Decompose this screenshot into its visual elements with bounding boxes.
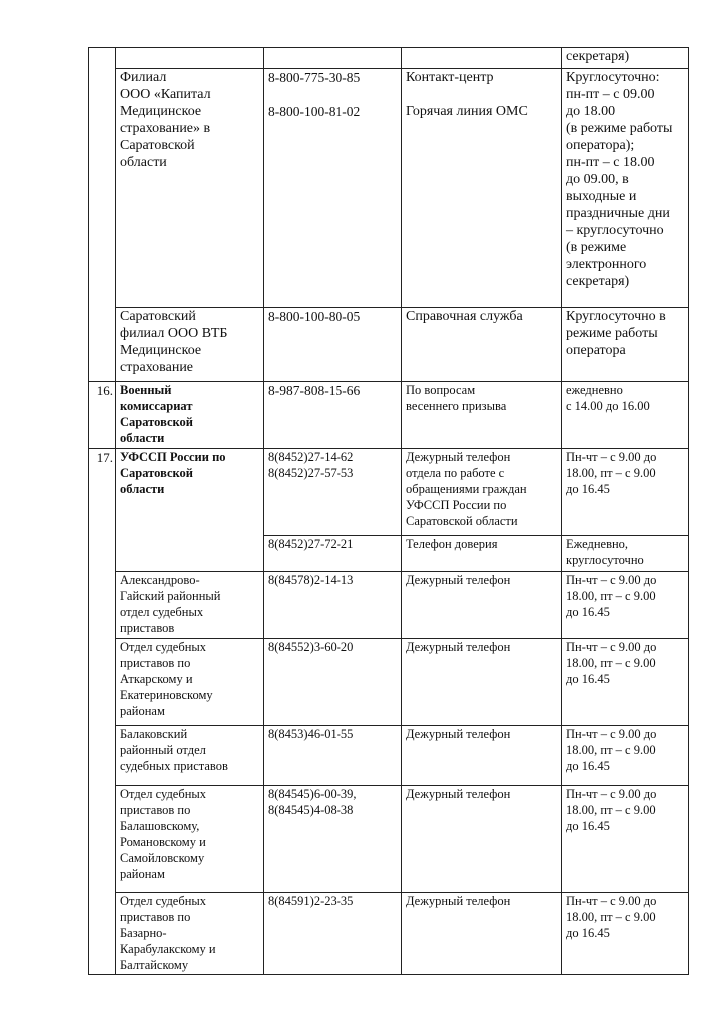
- service-cell: Дежурный телефон: [402, 639, 562, 726]
- hours-cell: Пн-чт – с 9.00 до 18.00, пт – с 9.00 до 16.45: [562, 639, 689, 726]
- service-cell: Дежурный телефон: [402, 572, 562, 639]
- hours-cell: Пн-чт – с 9.00 до 18.00, пт – с 9.00 до 16.45: [562, 572, 689, 639]
- phone-cell: [264, 69, 402, 308]
- service-cell: Справочная служба: [402, 308, 562, 382]
- service-cell: По вопросам весеннего призыва: [402, 382, 562, 449]
- phone-cell: 8(8453)46-01-55: [264, 726, 402, 786]
- table-row: [89, 308, 689, 382]
- row-number-cell: 16.: [89, 382, 116, 449]
- hours-cell: Ежедневно, круглосуточно: [562, 536, 689, 572]
- service-label: Контакт-центр: [406, 70, 494, 85]
- phone-cell: 8(8452)27-14-62 8(8452)27-57-53: [264, 449, 402, 536]
- hours-cell: ежедневно с 14.00 до 16.00: [562, 382, 689, 449]
- service-cell: Дежурный телефон: [402, 726, 562, 786]
- org-name-cell: Отдел судебных приставов по Базарно- Карабулакскому и Балтайскому: [116, 893, 264, 975]
- phone-number: 8-800-775-30-85: [268, 70, 361, 85]
- hours-cell: секретаря): [562, 48, 689, 69]
- org-name-cell: Отдел судебных приставов по Аткарскому и Екатериновскому районам: [116, 639, 264, 726]
- phone-cell: 8(84591)2-23-35: [264, 893, 402, 975]
- row-number-cell: [89, 48, 116, 382]
- service-cell: Дежурный телефон: [402, 893, 562, 975]
- service-cell: Дежурный телефон: [402, 786, 562, 893]
- hours-cell: Пн-чт – с 9.00 до 18.00, пт – с 9.00 до 16.45: [562, 786, 689, 893]
- org-name-cell: [116, 48, 264, 69]
- phone-cell: 8(8452)27-72-21: [264, 536, 402, 572]
- service-label: Горячая линия ОМС: [406, 104, 528, 119]
- phone-cell: 8(84578)2-14-13: [264, 572, 402, 639]
- org-name-cell: Отдел судебных приставов по Балашовскому, Романовскому и Самойловскому районам: [116, 786, 264, 893]
- phone-cell: 8-800-100-80-05: [264, 308, 402, 382]
- hours-cell: Пн-чт – с 9.00 до 18.00, пт – с 9.00 до 16.45: [562, 893, 689, 975]
- org-name-cell: Саратовский филиал ООО ВТБ Медицинское страхование: [116, 308, 264, 382]
- phone-number: 8-800-100-81-02: [268, 104, 361, 119]
- hours-cell: Пн-чт – с 9.00 до 18.00, пт – с 9.00 до 16.45: [562, 726, 689, 786]
- org-name-cell: Филиал ООО «Капитал Медицинское страхование» в Саратовской области: [116, 69, 264, 308]
- phone-cell: 8(84545)6-00-39, 8(84545)4-08-38: [264, 786, 402, 893]
- table-row: [89, 726, 689, 786]
- hours-cell: Пн-чт – с 9.00 до 18.00, пт – с 9.00 до 16.45: [562, 449, 689, 536]
- phone-cell: 8(84552)3-60-20: [264, 639, 402, 726]
- table-row: [89, 449, 689, 536]
- hours-cell: Круглосуточно в режиме работы оператора: [562, 308, 689, 382]
- table-row: [89, 382, 689, 449]
- phone-cell: [264, 48, 402, 69]
- hours-cell: Круглосуточно: пн-пт – с 09.00 до 18.00 (в режиме работы оператора); пн-пт – с 18.00 до 09.00, в выходные и праздничные дни – круглосуточно (в режиме электронного секретаря): [562, 69, 689, 308]
- row-number-cell: 17.: [89, 449, 116, 975]
- org-name-cell: Балаковский районный отдел судебных приставов: [116, 726, 264, 786]
- org-name-cell: Военный комиссариат Саратовской области: [116, 382, 264, 449]
- service-cell: [402, 48, 562, 69]
- service-cell: [402, 69, 562, 308]
- service-cell: Дежурный телефон отдела по работе с обращениями граждан УФССП России по Саратовской области: [402, 449, 562, 536]
- table-row: [89, 48, 689, 69]
- contacts-table: [88, 47, 689, 975]
- service-cell: Телефон доверия: [402, 536, 562, 572]
- table-row: [89, 572, 689, 639]
- table-row: [89, 639, 689, 726]
- phone-cell: 8-987-808-15-66: [264, 382, 402, 449]
- table-row: [89, 786, 689, 893]
- org-name-cell: УФССП России по Саратовской области: [116, 449, 264, 572]
- table-row: [89, 893, 689, 975]
- table-row: [89, 69, 689, 308]
- org-name-cell: Александрово- Гайский районный отдел судебных приставов: [116, 572, 264, 639]
